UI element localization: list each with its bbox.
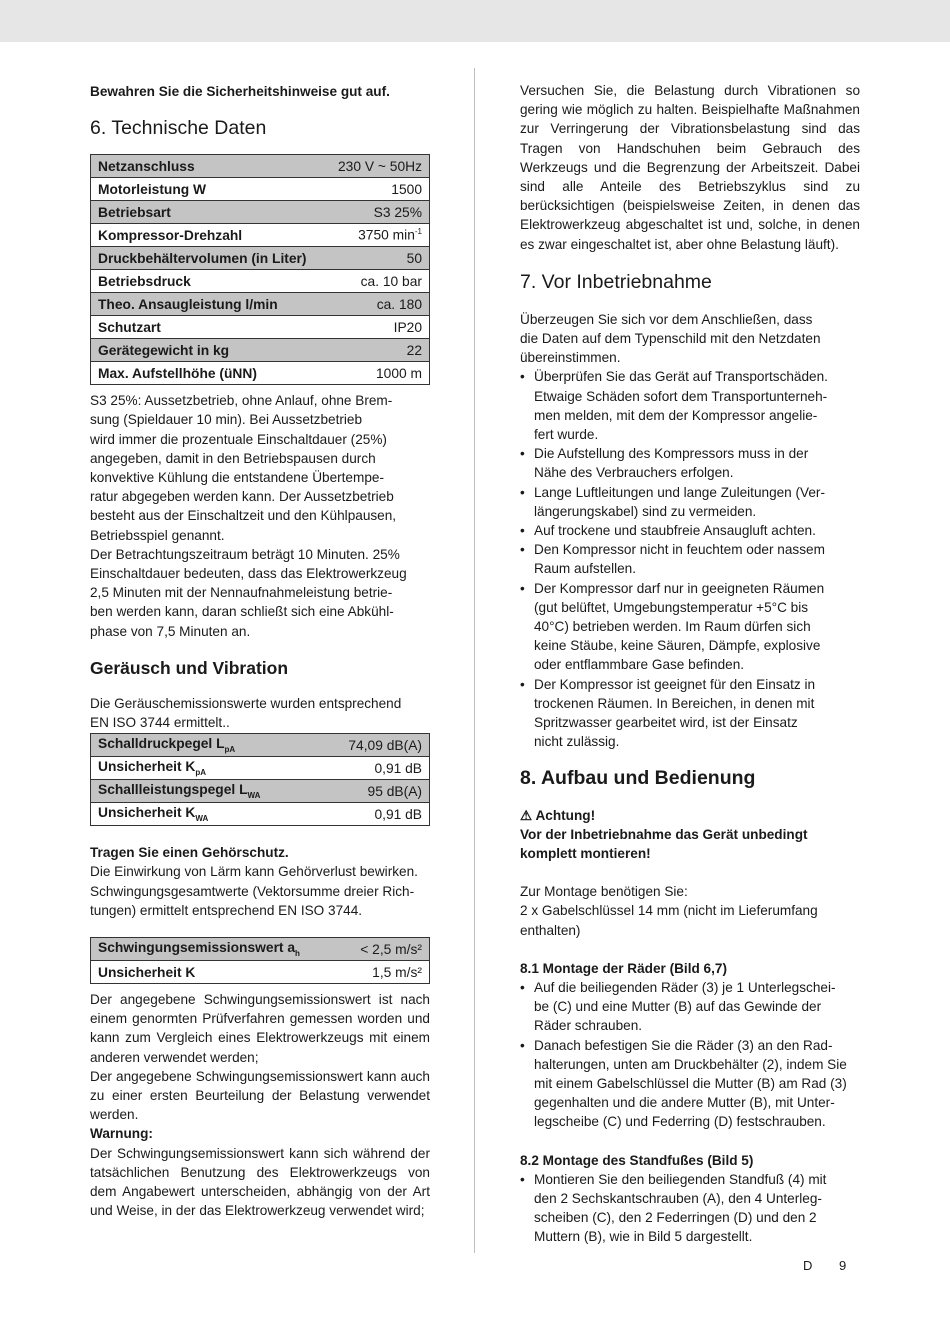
row-value-text: 0,91 dB xyxy=(374,760,422,776)
table-row xyxy=(91,803,430,826)
section-8-1-list xyxy=(520,978,860,1132)
row-value-text: 0,91 dB xyxy=(374,806,422,822)
list-item-line: keine Stäube, keine Säuren, Dämpfe, explosive xyxy=(534,638,821,654)
bullet-icon: • xyxy=(520,446,525,462)
text-line: übereinstimmen. xyxy=(520,350,621,366)
text-line: ben werden kann, daran schließt sich eine Abkühl- xyxy=(90,604,394,620)
row-value-text: ca. 180 xyxy=(376,296,422,312)
table-row xyxy=(91,757,430,780)
row-label-text: Unsicherheit K xyxy=(98,964,196,980)
noise-section-title: Geräusch und Vibration xyxy=(90,657,289,678)
safety-note: Bewahren Sie die Sicherheitshinweise gut auf. xyxy=(90,84,390,99)
list-item-line: Spritzwasser gearbeitet wird, ist der Einsatz xyxy=(534,715,798,731)
row-label xyxy=(91,224,326,247)
row-value-text: 1000 m xyxy=(375,365,422,381)
list-item-line: fert wurde. xyxy=(534,427,599,443)
footer-page-number: 9 xyxy=(839,1258,847,1273)
row-value-text: 3750 min xyxy=(358,228,415,243)
table-row xyxy=(91,155,430,178)
row-label xyxy=(91,155,326,178)
row-value-superscript: -1 xyxy=(414,227,422,237)
section-8-2-title: 8.2 Montage des Standfußes (Bild 5) xyxy=(520,1152,754,1168)
tools-needed xyxy=(520,882,860,940)
row-value-text: IP20 xyxy=(393,319,422,335)
list-item xyxy=(520,367,860,444)
row-value xyxy=(317,734,430,757)
row-label-text: Schalldruckpegel L xyxy=(98,736,225,752)
list-item-line: 40°C) betrieben werden. Im Raum dürfen sich xyxy=(534,619,811,635)
table-row xyxy=(91,224,430,247)
text-line: Die Einwirkung von Lärm kann Gehörverlust bewirken. xyxy=(90,864,418,880)
row-label xyxy=(91,803,317,826)
list-item-line: Der Kompressor darf nur in geeigneten Räumen xyxy=(534,580,825,596)
list-item-line: mit einem Gabelschlüssel die Mutter (B) am Rad (3) xyxy=(534,1075,847,1091)
row-label xyxy=(91,780,317,803)
text-line: ratur abgegeben werden kann. Der Aussetzbetrieb xyxy=(90,489,394,505)
text-line: konvektive Kühlung die entstandene Übertempe- xyxy=(90,470,384,486)
row-label-text: Unsicherheit K xyxy=(98,759,196,775)
row-label-text: Druckbehältervolumen (in Liter) xyxy=(98,250,307,266)
list-item-line: men melden, mit dem der Kompressor angelie- xyxy=(534,407,818,423)
row-label-text: Betriebsdruck xyxy=(98,273,191,289)
list-item-line: Räder schrauben. xyxy=(534,1018,643,1034)
list-item xyxy=(520,579,860,675)
row-label-text: Schwingungsemissionswert a xyxy=(98,940,296,956)
text-line: angegeben, damit in den Betriebspausen durch xyxy=(90,450,376,466)
row-label-subscript: pA xyxy=(224,745,236,755)
list-item xyxy=(520,540,860,578)
row-value xyxy=(341,961,429,984)
row-label-text: Betriebsart xyxy=(98,204,171,220)
table-row xyxy=(91,362,430,385)
row-label xyxy=(91,293,326,316)
table-row xyxy=(91,178,430,201)
list-item-line: Den Kompressor nicht in feuchtem oder nassem xyxy=(534,542,825,558)
row-label-text: Schutzart xyxy=(98,319,161,335)
table-row xyxy=(91,201,430,224)
list-item xyxy=(520,483,860,521)
row-value xyxy=(326,155,430,178)
noise-table xyxy=(90,733,430,826)
row-value-text: 22 xyxy=(406,342,422,358)
table-row xyxy=(91,339,430,362)
text-line: enthalten) xyxy=(520,922,581,938)
list-item-line: Montieren Sie den beiliegenden Standfuß (4) mit xyxy=(534,1171,827,1187)
row-value xyxy=(326,293,430,316)
right-column xyxy=(520,80,860,1247)
row-label xyxy=(91,961,342,984)
list-item-line: Etwaige Schäden sofort dem Transportunterneh- xyxy=(534,388,828,404)
row-value xyxy=(326,224,430,247)
text-line: Überzeugen Sie sich vor dem Anschließen, dass xyxy=(520,311,813,327)
list-item-line: halterungen, unten am Druckbehälter (2), indem Sie xyxy=(534,1056,847,1072)
row-value-text: 74,09 dB(A) xyxy=(348,737,422,753)
list-item-line: Nähe des Verbrauchers erfolgen. xyxy=(534,465,734,481)
row-value xyxy=(326,270,430,293)
text-line: Betriebsspiel genannt. xyxy=(90,527,225,543)
row-label xyxy=(91,270,326,293)
row-value xyxy=(317,803,430,826)
vibration-paragraph-1: Der angegebene Schwingungsemissionswert ist nach einem genormten Prüfverfahren gemessen worden und kann zum Vergleich eines Elektrowerkzeugs mit einem anderen verwendet werden; xyxy=(90,992,430,1065)
list-item-line: trockenen Räumen. In Bereichen, in denen mit xyxy=(534,695,815,711)
row-label-subscript: WA xyxy=(195,814,209,824)
table-row xyxy=(91,293,430,316)
list-item-line: Muttern (B), wie in Bild 5 dargestellt. xyxy=(534,1229,753,1245)
row-value-text: 1500 xyxy=(391,181,422,197)
list-item xyxy=(520,1036,860,1132)
list-item-line: gegenhalten und die andere Mutter (B), mit Unter- xyxy=(534,1095,835,1111)
row-label xyxy=(91,938,342,961)
list-item xyxy=(520,1170,860,1247)
list-item-line: Raum aufstellen. xyxy=(534,561,637,577)
tech-data-table xyxy=(90,154,430,385)
list-item-line: legscheibe (C) und Federring (D) festschrauben. xyxy=(534,1114,826,1130)
attention-line: Vor der Inbetriebnahme das Gerät unbedingt xyxy=(520,826,808,842)
row-label-text: Gerätegewicht in kg xyxy=(98,342,230,358)
list-item-line: Danach befestigen Sie die Räder (3) an den Rad- xyxy=(534,1037,833,1053)
row-label xyxy=(91,178,326,201)
section-7-title: 7. Vor Inbetriebnahme xyxy=(520,270,712,293)
text-line: Schwingungsgesamtwerte (Vektorsumme dreier Rich- xyxy=(90,883,415,899)
bullet-icon: • xyxy=(520,523,525,539)
row-value xyxy=(341,938,429,961)
table-row xyxy=(91,938,430,961)
vibration-table xyxy=(90,937,430,984)
list-item-line: Die Aufstellung des Kompressors muss in der xyxy=(534,446,809,462)
list-item-line: Der Kompressor ist geeignet für den Einsatz in xyxy=(534,676,816,692)
text-line: die Daten auf dem Typenschild mit den Netzdaten xyxy=(520,331,821,347)
row-label-text: Kompressor-Drehzahl xyxy=(98,227,243,243)
row-label-text: Max. Aufstellhöhe (üNN) xyxy=(98,365,257,381)
vibration-paragraph-2: Der angegebene Schwingungsemissionswert kann auch zu einer ersten Beurteilung der Belastung verwendet werden. xyxy=(90,1068,430,1123)
row-label xyxy=(91,339,326,362)
row-label xyxy=(91,757,317,780)
text-line: S3 25%: Aussetzbetrieb, ohne Anlauf, ohne Brem- xyxy=(90,393,393,409)
list-item-line: scheiben (C), den 2 Federringen (D) und den 2 xyxy=(534,1210,817,1226)
text-line: sung (Spieldauer 10 min). Bei Aussetzbetrieb xyxy=(90,412,363,428)
row-value xyxy=(326,316,430,339)
table-row xyxy=(91,270,430,293)
vibration-continuation: Versuchen Sie, die Belastung durch Vibrationen so gering wie möglich zu halten. Beispielhafte Maßnahmen zur Verringerung der Vibrationsbelastung sind das Tragen von Handschuhen beim Gebrauch des Werkzeugs und die Begrenzung der Arbeitszeit. Dabei sind alle Anteile des Betriebszyklus sind zu berücksichtigen (beispielsweise Zeiten, in denen das Elektrowerkzeug abgeschaltet ist und, solche, in denen es zwar eingeschaltet ist, aber ohne Belastung läuft). xyxy=(520,83,860,252)
text-line: 2,5 Minuten mit der Nennaufnahmeleistung betrie- xyxy=(90,585,393,601)
row-label-text: Netzanschluss xyxy=(98,158,195,174)
left-column xyxy=(90,80,430,1221)
text-line: wird immer die prozentuale Einschaltdauer (25%) xyxy=(90,431,387,447)
text-line: Die Geräuschemissionswerte wurden entsprechend xyxy=(90,695,402,711)
row-label xyxy=(91,247,326,270)
text-line: 2 x Gabelschlüssel 14 mm (nicht im Lieferumfang xyxy=(520,903,818,919)
bullet-icon: • xyxy=(520,580,525,596)
bullet-icon: • xyxy=(520,1037,525,1053)
text-line: besteht aus der Einschaltzeit und den Kühlpausen, xyxy=(90,508,397,524)
row-label xyxy=(91,316,326,339)
text-line: Der Betrachtungszeitraum beträgt 10 Minuten. 25% xyxy=(90,546,400,562)
row-value-text: < 2,5 m/s² xyxy=(360,941,422,957)
list-item-line: (gut belüftet, Umgebungstemperatur +5°C bis xyxy=(534,599,809,615)
list-item-line: oder entflammbare Gase befinden. xyxy=(534,657,745,673)
list-item-line: längerungskabel) sind zu vermeiden. xyxy=(534,503,757,519)
s3-explanation xyxy=(90,391,430,641)
section-7-intro xyxy=(520,310,860,368)
row-value-text: 230 V ~ 50Hz xyxy=(338,158,422,174)
row-value-text: S3 25% xyxy=(373,204,422,220)
hearing-text xyxy=(90,862,430,920)
row-label xyxy=(91,362,326,385)
bullet-icon: • xyxy=(520,676,525,692)
row-value xyxy=(326,247,430,270)
warning-triangle-icon: ⚠ xyxy=(520,807,533,823)
attention-label: Achtung! xyxy=(535,807,596,823)
bullet-icon: • xyxy=(520,542,525,558)
text-line: phase von 7,5 Minuten an. xyxy=(90,623,251,639)
footer-language: D xyxy=(803,1258,813,1273)
text-line: tungen) ermittelt entsprechend EN ISO 3744. xyxy=(90,902,363,918)
bullet-icon: • xyxy=(520,1171,525,1187)
table-row xyxy=(91,734,430,757)
list-item-line: den 2 Sechskantschrauben (A), den 4 Unterleg- xyxy=(534,1190,822,1206)
row-label-text: Unsicherheit K xyxy=(98,805,196,821)
row-value-text: 50 xyxy=(406,250,422,266)
table-row xyxy=(91,780,430,803)
section-8-1-title: 8.1 Montage der Räder (Bild 6,7) xyxy=(520,960,727,976)
bullet-icon: • xyxy=(520,369,525,385)
row-value xyxy=(326,362,430,385)
table-row xyxy=(91,247,430,270)
warning-text: Der Schwingungsemissionswert kann sich während der tatsächlichen Benutzung des Elektrowerkzeugs von dem Angabewert unterscheiden, abhängig von der Art und Weise, in der das Elektrowerkzeug verwendet wird; xyxy=(90,1145,430,1219)
section-7-list xyxy=(520,367,860,751)
hearing-protection-note: Tragen Sie einen Gehörschutz. xyxy=(90,845,289,861)
list-item-line: be (C) und eine Mutter (B) auf das Gewinde der xyxy=(534,999,822,1015)
attention-heading xyxy=(520,806,860,825)
row-value xyxy=(326,201,430,224)
row-label xyxy=(91,734,317,757)
list-item-line: Auf trockene und staubfreie Ansaugluft achten. xyxy=(534,523,816,539)
text-line: EN ISO 3744 ermittelt.. xyxy=(90,715,230,731)
noise-intro xyxy=(90,694,430,732)
attention-line: komplett montieren! xyxy=(520,845,651,861)
row-label-text: Motorleistung W xyxy=(98,181,207,197)
list-item-line: Auf die beiliegenden Räder (3) je 1 Unterlegschei- xyxy=(534,979,836,995)
bullet-icon: • xyxy=(520,484,525,500)
table-row xyxy=(91,316,430,339)
section-8-title: 8. Aufbau und Bedienung xyxy=(520,766,756,789)
top-header-bar xyxy=(0,0,950,42)
list-item xyxy=(520,675,860,752)
row-label xyxy=(91,201,326,224)
warning-label: Warnung: xyxy=(90,1126,153,1142)
list-item-line: Überprüfen Sie das Gerät auf Transportschäden. xyxy=(534,369,828,385)
row-label-text: Theo. Ansaugleistung l/min xyxy=(98,296,278,312)
attention-box xyxy=(520,806,860,864)
row-value xyxy=(317,757,430,780)
bullet-icon: • xyxy=(520,979,525,995)
row-value-text: 95 dB(A) xyxy=(367,783,422,799)
row-value xyxy=(326,339,430,362)
list-item xyxy=(520,521,860,540)
list-item xyxy=(520,444,860,482)
row-value-text: 1,5 m/s² xyxy=(372,964,422,980)
row-value-text: ca. 10 bar xyxy=(360,273,422,289)
row-value xyxy=(317,780,430,803)
column-divider xyxy=(474,68,475,1253)
list-item xyxy=(520,978,860,1036)
section-8-2-list xyxy=(520,1170,860,1247)
table-row xyxy=(91,961,430,984)
text-line: Einschaltdauer bedeuten, dass das Elektrowerkzeug xyxy=(90,566,407,582)
row-label-subscript: WA xyxy=(247,791,261,801)
row-value xyxy=(326,178,430,201)
row-label-subscript: h xyxy=(295,948,300,958)
text-line: Zur Montage benötigen Sie: xyxy=(520,884,688,900)
list-item-line: nicht zulässig. xyxy=(534,734,620,750)
list-item-line: Lange Luftleitungen und lange Zuleitungen (Ver- xyxy=(534,484,825,500)
row-label-text: Schallleistungspegel L xyxy=(98,782,248,798)
row-label-subscript: pA xyxy=(195,768,207,778)
section-6-title: 6. Technische Daten xyxy=(90,117,267,140)
